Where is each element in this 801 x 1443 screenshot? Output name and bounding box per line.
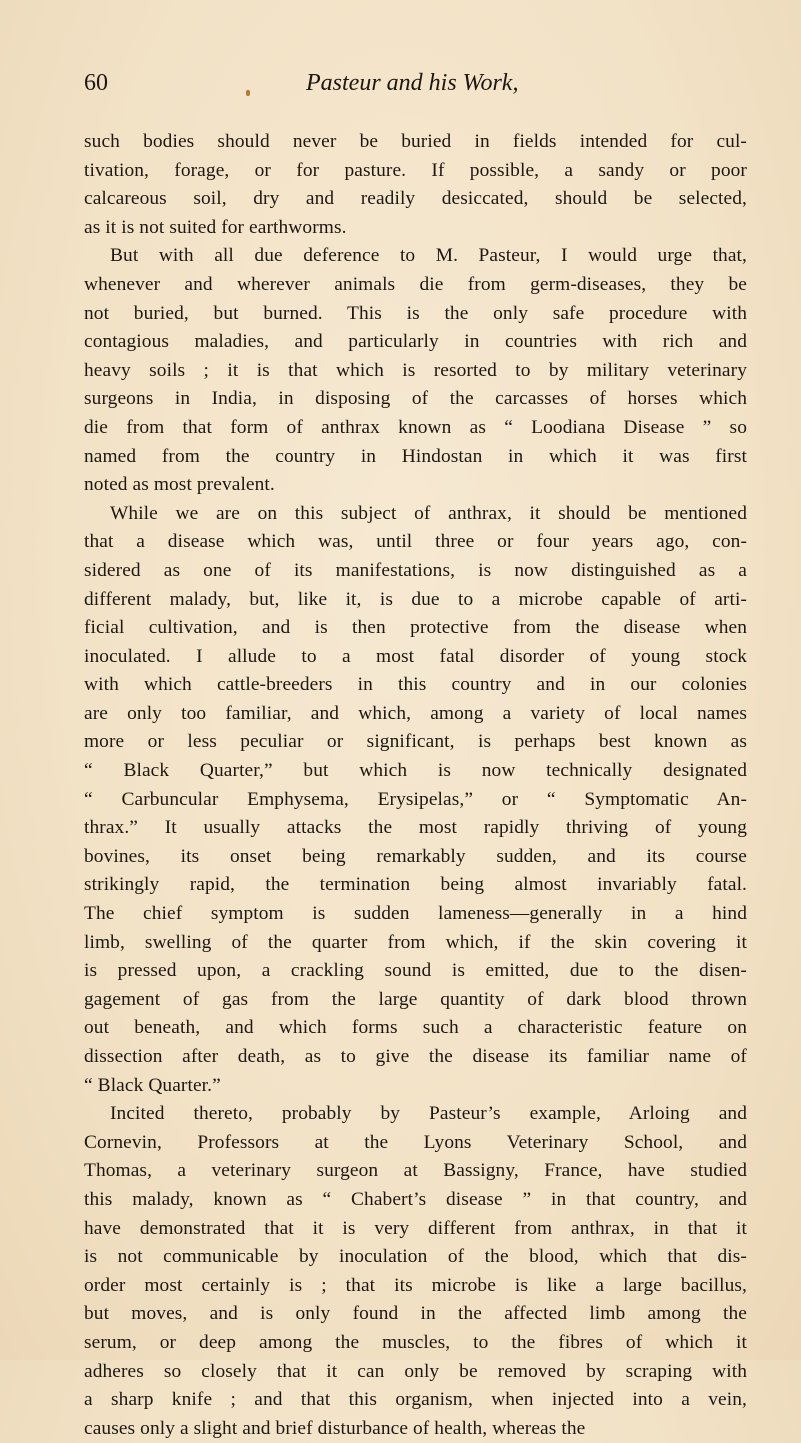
text-line: die from that form of anthrax known as “ Loodiana Disease ” so	[84, 416, 747, 438]
text-line: bovines, its onset being remarkably sudden, and its course	[84, 845, 747, 867]
text-line: contagious maladies, and particularly in countries with rich and	[84, 331, 747, 353]
running-title: Pasteur and his Work,	[306, 70, 519, 96]
text-line: have demonstrated that it is very different from anthrax, in that it	[84, 1217, 747, 1239]
running-head	[84, 70, 747, 102]
text-line: calcareous soil, dry and readily desiccated, should be selected,	[84, 188, 747, 210]
text-line: is not communicable by inoculation of the blood, which that dis-	[84, 1246, 747, 1268]
text-line: “ Carbuncular Emphysema, Erysipelas,” or “ Symptomatic An-	[84, 788, 747, 810]
text-line: Cornevin, Professors at the Lyons Veterinary School, and	[84, 1131, 747, 1153]
text-line: thrax.” It usually attacks the most rapidly thriving of young	[84, 817, 747, 839]
text-line: is pressed upon, a crackling sound is emitted, due to the disen-	[84, 960, 747, 982]
text-line: causes only a slight and brief disturbance of health, whereas the	[84, 1417, 586, 1439]
text-line: not buried, but burned. This is the only safe procedure with	[84, 302, 747, 324]
text-line: sidered as one of its manifestations, is now distinguished as a	[84, 559, 747, 581]
text-line: serum, or deep among the muscles, to the fibres of which it	[84, 1331, 747, 1353]
text-line: limb, swelling of the quarter from which, if the skin covering it	[84, 931, 747, 953]
text-line: with which cattle-breeders in this country and in our colonies	[84, 674, 747, 696]
paragraph	[84, 500, 747, 1100]
text-line: Incited thereto, probably by Pasteur’s example, Arloing and	[110, 1103, 747, 1125]
text-line: noted as most prevalent.	[84, 474, 275, 496]
text-line: as it is not suited for earthworms.	[84, 216, 347, 238]
text-line: that a disease which was, until three or four years ago, con-	[84, 531, 747, 553]
text-line: gagement of gas from the large quantity of dark blood thrown	[84, 988, 747, 1010]
text-line: But with all due deference to M. Pasteur, I would urge that,	[110, 245, 747, 267]
ink-speck	[246, 90, 250, 96]
text-line: this malady, known as “ Chabert’s disease ” in that country, and	[84, 1188, 747, 1210]
text-line: different malady, but, like it, is due to a microbe capable of arti-	[84, 588, 747, 610]
paragraph	[84, 1100, 747, 1443]
text-line: are only too familiar, and which, among a variety of local names	[84, 702, 747, 724]
text-line: named from the country in Hindostan in which it was first	[84, 445, 747, 467]
text-line: out beneath, and which forms such a characteristic feature on	[84, 1017, 747, 1039]
text-line: ficial cultivation, and is then protective from the disease when	[84, 617, 747, 639]
text-line: a sharp knife ; and that this organism, when injected into a vein,	[84, 1389, 747, 1411]
text-line: The chief symptom is sudden lameness—generally in a hind	[84, 903, 747, 925]
text-line: inoculated. I allude to a most fatal disorder of young stock	[84, 645, 747, 667]
paragraph	[84, 242, 747, 499]
text-line: surgeons in India, in disposing of the carcasses of horses which	[84, 388, 747, 410]
text-line: whenever and wherever animals die from germ-diseases, they be	[84, 273, 747, 295]
text-line: dissection after death, as to give the disease its familiar name of	[84, 1046, 747, 1067]
body-text	[84, 128, 747, 1443]
text-line: While we are on this subject of anthrax, it should be mentioned	[110, 502, 747, 524]
text-line: “ Black Quarter.”	[84, 1074, 221, 1096]
paragraph	[84, 128, 747, 242]
text-line: adheres so closely that it can only be removed by scraping with	[84, 1360, 747, 1382]
text-line: such bodies should never be buried in fields intended for cul-	[84, 131, 747, 152]
text-line: strikingly rapid, the termination being almost invariably fatal.	[84, 874, 747, 896]
text-line: order most certainly is ; that its microbe is like a large bacillus,	[84, 1274, 747, 1296]
text-line: heavy soils ; it is that which is resorted to by military veterinary	[84, 359, 747, 381]
text-line: tivation, forage, or for pasture. If possible, a sandy or poor	[84, 159, 747, 181]
text-line: Thomas, a veterinary surgeon at Bassigny, France, have studied	[84, 1160, 747, 1182]
text-line: more or less peculiar or significant, is perhaps best known as	[84, 731, 747, 753]
text-line: but moves, and is only found in the affected limb among the	[84, 1303, 747, 1325]
text-line: “ Black Quarter,” but which is now technically designated	[84, 760, 747, 782]
page-number: 60	[84, 70, 108, 96]
